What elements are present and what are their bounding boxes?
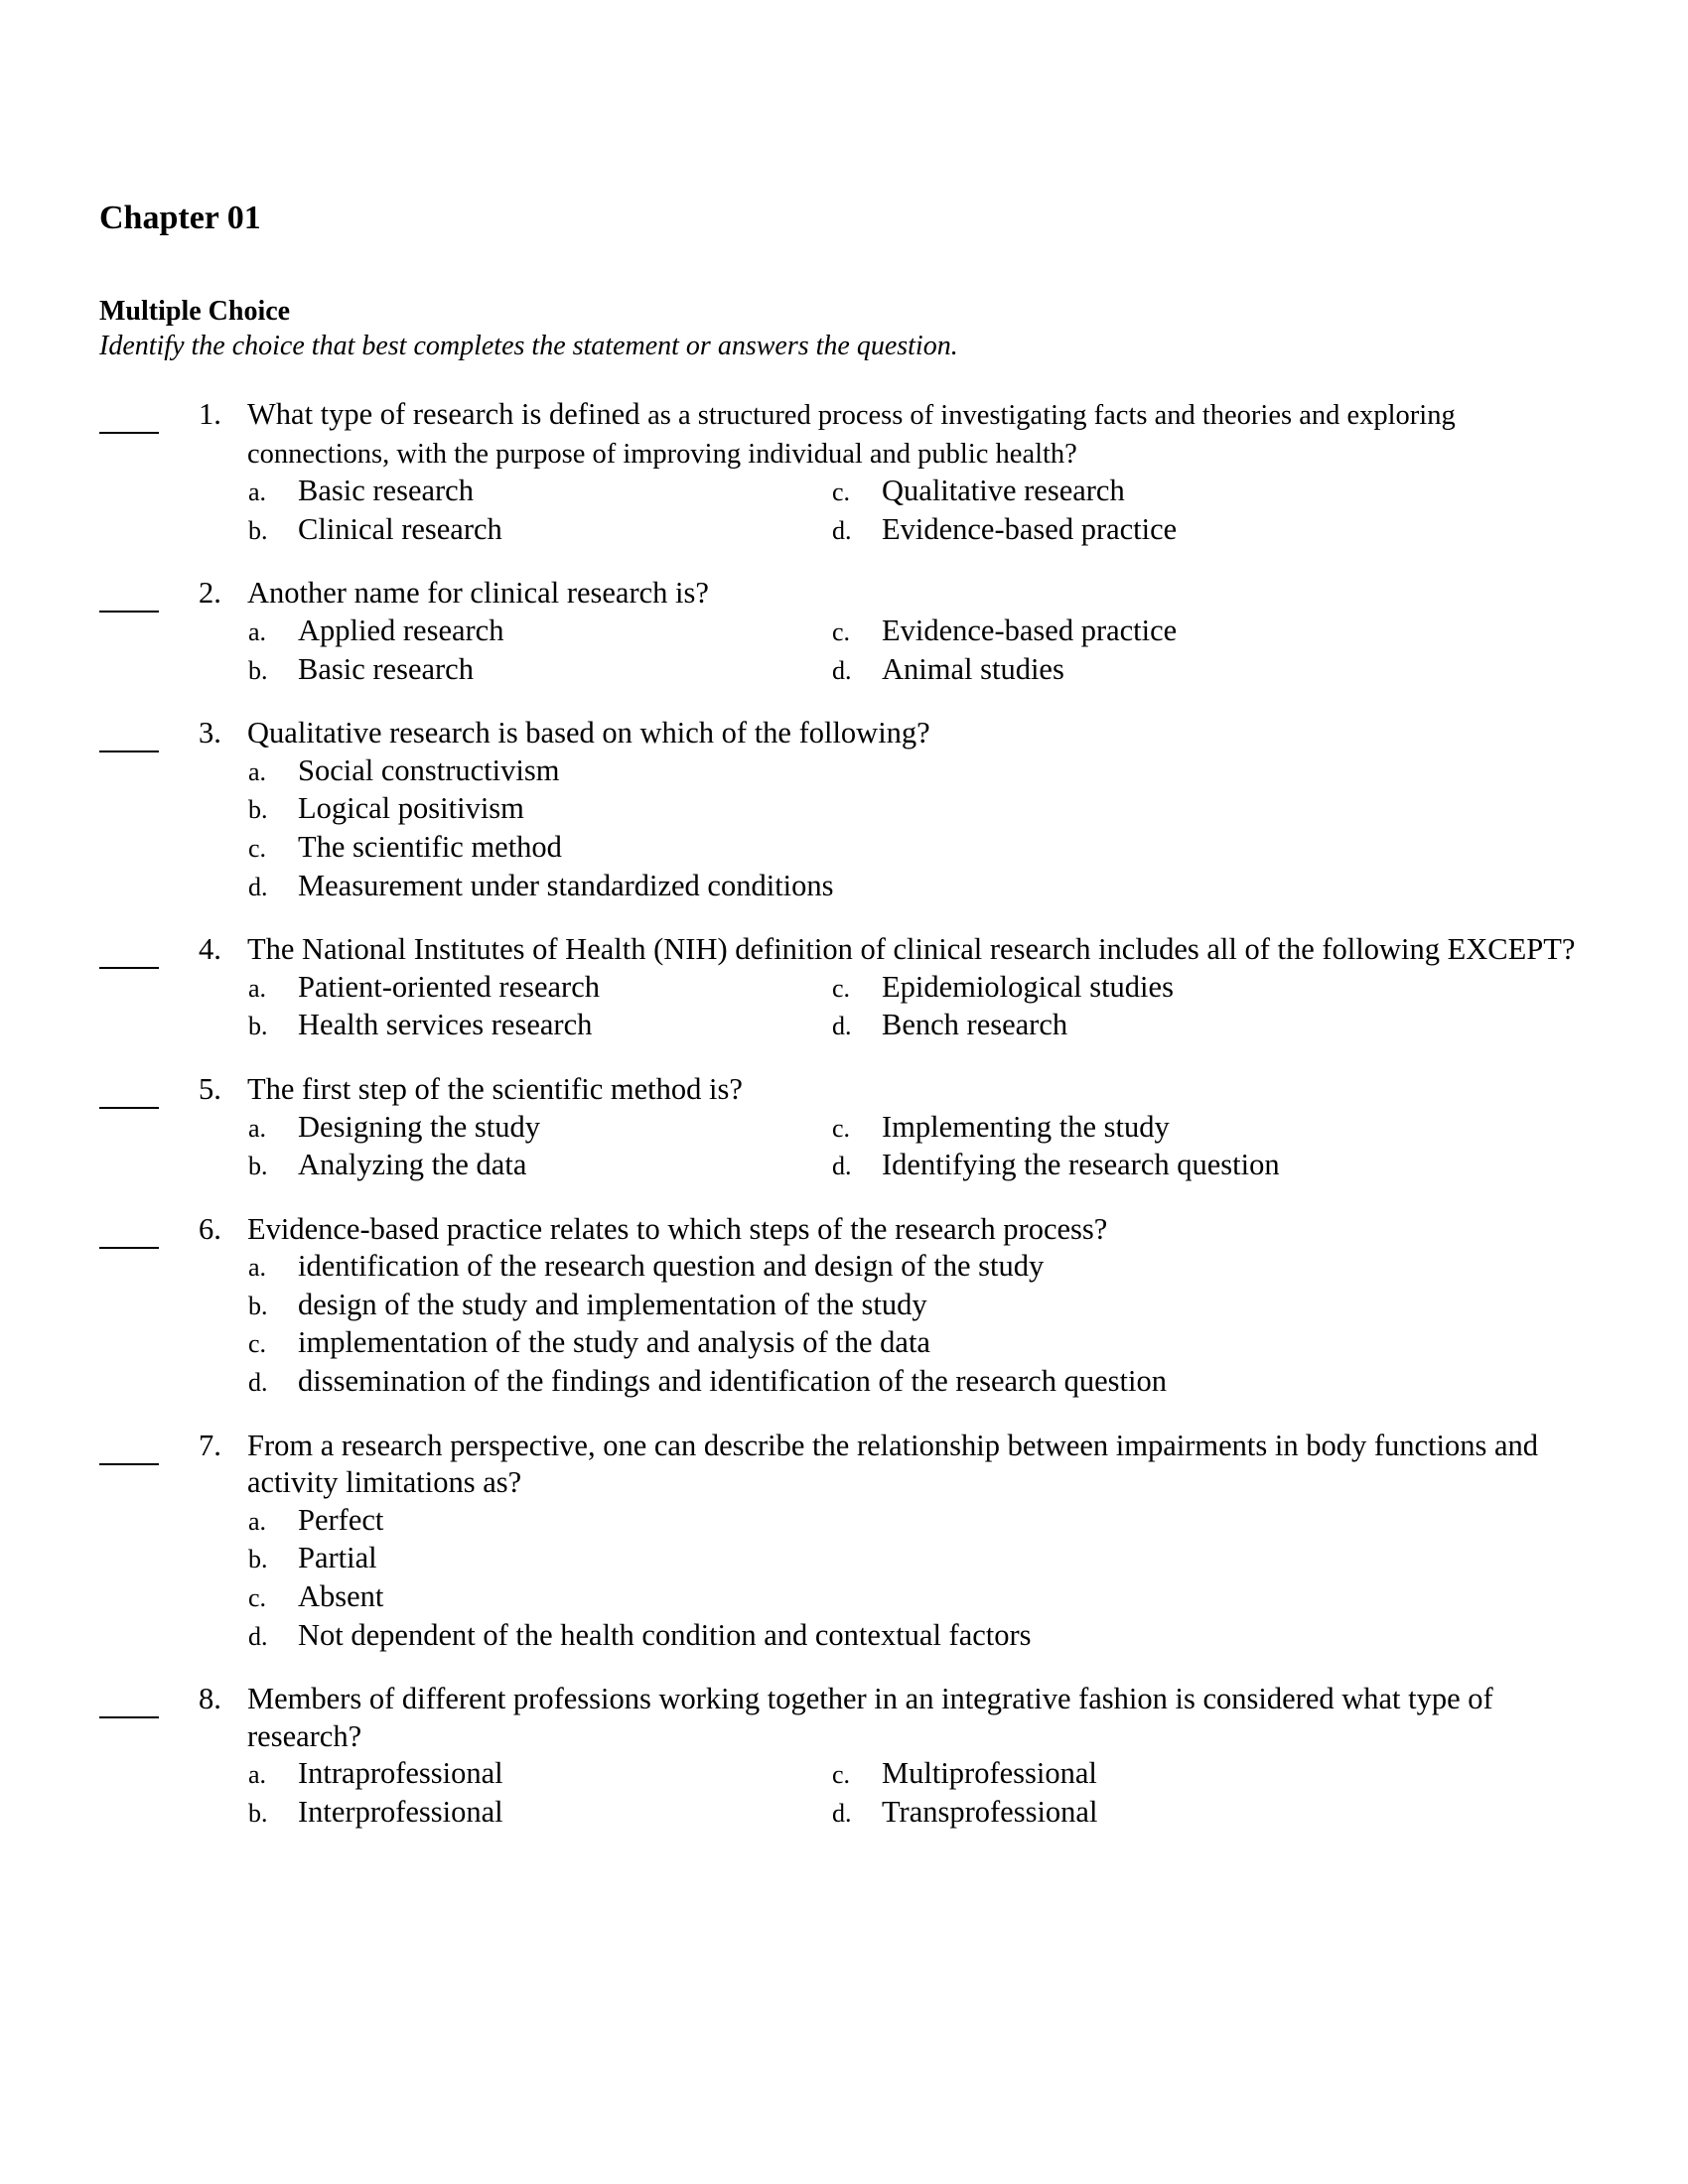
option-b[interactable]: b. Analyzing the data bbox=[248, 1148, 527, 1182]
options bbox=[247, 752, 1578, 905]
question-7 bbox=[0, 1428, 1688, 1656]
answer-blank[interactable] bbox=[99, 1681, 159, 1718]
question-text: The first step of the scientific method is? bbox=[247, 1071, 743, 1106]
section-title: Multiple Choice bbox=[99, 296, 291, 327]
option-c[interactable]: c. Multiprofessional bbox=[832, 1756, 1097, 1791]
option-b[interactable]: b. Basic research bbox=[248, 651, 474, 686]
question-number: 6. bbox=[199, 1211, 221, 1246]
question-number: 4. bbox=[199, 932, 221, 967]
question-2 bbox=[0, 575, 1688, 689]
question-text: Another name for clinical research is? bbox=[247, 576, 709, 611]
option-a[interactable]: a. Social constructivism bbox=[248, 752, 560, 787]
question-number: 8. bbox=[199, 1682, 221, 1716]
question-text: Qualitative research is based on which of the following? bbox=[247, 716, 930, 751]
options bbox=[247, 1248, 1578, 1401]
options bbox=[247, 969, 1578, 1045]
option-c[interactable]: c. The scientific method bbox=[248, 829, 562, 864]
option-d[interactable]: d. Not dependent of the health condition and contextual factors bbox=[248, 1617, 1032, 1652]
question-number: 5. bbox=[199, 1071, 221, 1106]
answer-blank[interactable] bbox=[99, 1211, 159, 1249]
option-b[interactable]: b. design of the study and implementation of the study bbox=[248, 1287, 927, 1321]
option-b[interactable]: b. Logical positivism bbox=[248, 791, 524, 826]
option-c[interactable]: c. implementation of the study and analysis of the data bbox=[248, 1325, 930, 1360]
question-text: What type of research is defined as a structured process of investigating facts and theories and exploring connections, with the purpose of improving individual and public health? bbox=[247, 397, 1456, 470]
question-text: From a research perspective, one can describe the relationship between impairments in body functions and activity limitations as? bbox=[247, 1428, 1539, 1500]
option-c[interactable]: c. Absent bbox=[248, 1579, 384, 1614]
option-a[interactable]: a. Applied research bbox=[248, 613, 504, 647]
option-b[interactable]: b. Health services research bbox=[248, 1008, 593, 1042]
question-text: Members of different professions working together in an integrative fashion is considered what type of research? bbox=[247, 1682, 1493, 1753]
option-a[interactable]: a. Perfect bbox=[248, 1502, 384, 1537]
question-5 bbox=[0, 1071, 1688, 1185]
option-d[interactable]: d. Bench research bbox=[832, 1008, 1068, 1042]
question-number: 2. bbox=[199, 576, 221, 611]
options bbox=[247, 1502, 1578, 1655]
option-a[interactable]: a. Designing the study bbox=[248, 1109, 540, 1144]
option-d[interactable]: d. Transprofessional bbox=[832, 1795, 1098, 1829]
option-c[interactable]: c. Evidence-based practice bbox=[832, 613, 1178, 647]
question-number: 1. bbox=[199, 397, 221, 431]
question-list bbox=[0, 396, 1688, 1858]
question-8 bbox=[0, 1681, 1688, 1832]
answer-blank[interactable] bbox=[99, 1428, 159, 1465]
options bbox=[247, 613, 1578, 689]
options bbox=[247, 1109, 1578, 1185]
question-3 bbox=[0, 715, 1688, 905]
option-d[interactable]: d. Identifying the research question bbox=[832, 1148, 1280, 1182]
option-d[interactable]: d. Animal studies bbox=[832, 651, 1064, 686]
options bbox=[247, 473, 1578, 549]
option-b[interactable]: b. Interprofessional bbox=[248, 1795, 503, 1829]
option-a[interactable]: a. Intraprofessional bbox=[248, 1756, 503, 1791]
option-c[interactable]: c. Implementing the study bbox=[832, 1109, 1170, 1144]
instructions: Identify the choice that best completes the statement or answers the question. bbox=[99, 331, 958, 361]
option-c[interactable]: c. Epidemiological studies bbox=[832, 969, 1174, 1004]
question-text: Evidence-based practice relates to which steps of the research process? bbox=[247, 1211, 1108, 1246]
option-d[interactable]: d. Measurement under standardized conditions bbox=[248, 868, 834, 902]
option-d[interactable]: d. dissemination of the findings and identification of the research question bbox=[248, 1364, 1167, 1399]
answer-blank[interactable] bbox=[99, 931, 159, 969]
option-b[interactable]: b. Clinical research bbox=[248, 511, 502, 546]
option-a[interactable]: a. identification of the research question and design of the study bbox=[248, 1249, 1045, 1284]
question-4 bbox=[0, 931, 1688, 1045]
option-c[interactable]: c. Qualitative research bbox=[832, 474, 1125, 508]
answer-blank[interactable] bbox=[99, 1071, 159, 1109]
option-a[interactable]: a. Basic research bbox=[248, 474, 474, 508]
option-a[interactable]: a. Patient-oriented research bbox=[248, 969, 601, 1004]
options bbox=[247, 1755, 1578, 1832]
question-number: 3. bbox=[199, 716, 221, 751]
question-number: 7. bbox=[199, 1428, 221, 1462]
option-b[interactable]: b. Partial bbox=[248, 1541, 377, 1575]
question-6 bbox=[0, 1211, 1688, 1402]
answer-blank[interactable] bbox=[99, 575, 159, 613]
chapter-title: Chapter 01 bbox=[99, 200, 261, 236]
answer-blank[interactable] bbox=[99, 715, 159, 752]
answer-blank[interactable] bbox=[99, 396, 159, 434]
option-d[interactable]: d. Evidence-based practice bbox=[832, 511, 1178, 546]
question-text: The National Institutes of Health (NIH) definition of clinical research includes all of the following EXCEPT? bbox=[247, 932, 1576, 967]
question-1 bbox=[0, 396, 1688, 549]
